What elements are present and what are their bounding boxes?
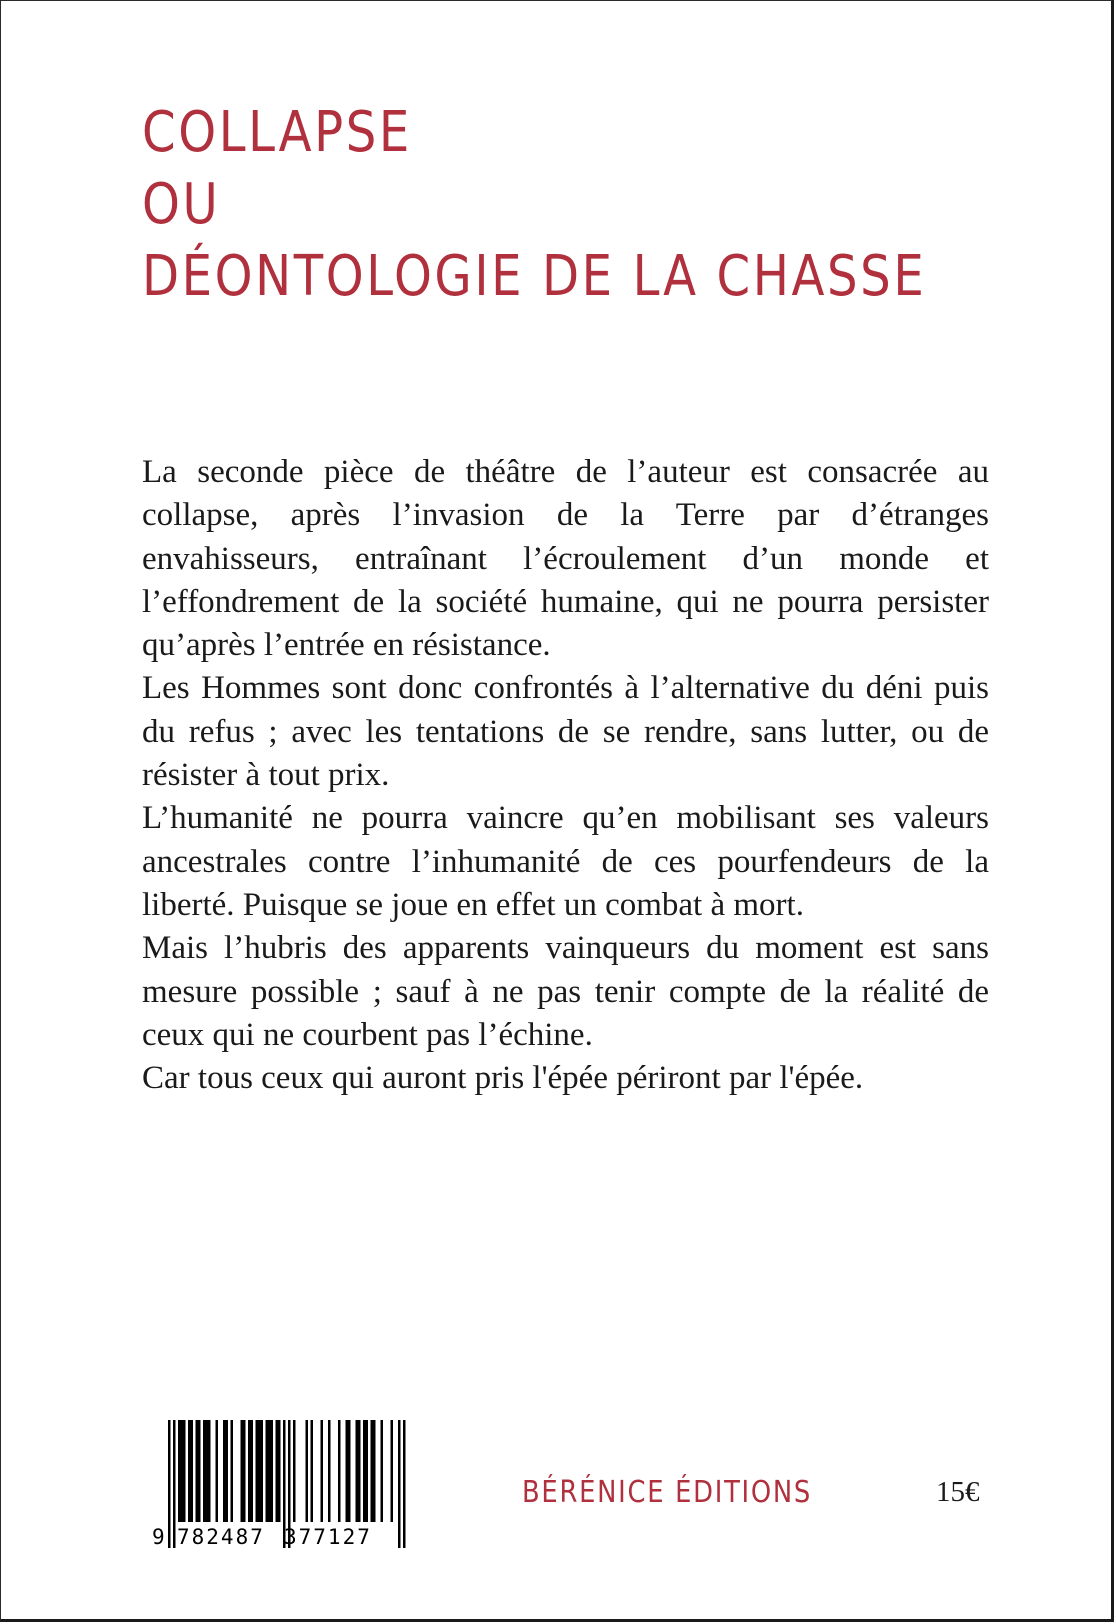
barcode-bar [321, 1420, 324, 1522]
barcode-bar [196, 1420, 199, 1522]
barcode-guard-bar [403, 1420, 406, 1548]
barcode-bar [191, 1420, 194, 1522]
barcode-bar [371, 1420, 374, 1522]
blurb-text [142, 451, 989, 1100]
barcode-bar [223, 1420, 226, 1522]
barcode-bar [188, 1420, 191, 1522]
barcode-bar [328, 1420, 331, 1522]
barcode-graphic [144, 1420, 414, 1550]
barcode-right-digits: 377127 [284, 1525, 372, 1549]
barcode-left-digits: 782487 [177, 1525, 265, 1549]
barcode-bar [356, 1420, 359, 1522]
title-line-2: OU [142, 172, 221, 237]
barcode-bar [183, 1420, 186, 1522]
barcode-bar [258, 1420, 261, 1522]
barcode-bar [346, 1420, 349, 1522]
barcode-bar [271, 1420, 274, 1522]
barcode-bar [226, 1420, 229, 1522]
barcode-bar [251, 1420, 254, 1522]
barcode-bar [268, 1420, 271, 1522]
barcode-bar [366, 1420, 369, 1522]
barcode-bar [293, 1420, 296, 1522]
barcode-bar [266, 1420, 269, 1522]
title-line-1: COLLAPSE [142, 100, 412, 165]
barcode-bar [381, 1420, 384, 1522]
blurb-paragraph-3: L’humanité ne pourra vaincre qu’en mobilisant ses valeurs ancestrales contre l’inhumanité de ces pourfendeurs de la liberté. Puisque se joue en effet un combat à mort. [142, 800, 989, 923]
barcode-bar [231, 1420, 234, 1522]
title-line-3: DÉONTOLOGIE DE LA CHASSE [142, 244, 927, 309]
barcode-bar [216, 1420, 219, 1522]
barcode-bar [256, 1420, 259, 1522]
barcode-first-digit: 9 [152, 1525, 165, 1549]
barcode-guard-bar [173, 1420, 176, 1548]
barcode-guard-bar [398, 1420, 401, 1548]
book-title [142, 97, 926, 313]
barcode-bar [348, 1420, 351, 1522]
blurb-paragraph-5: Car tous ceux qui auront pris l'épée périront par l'épée. [142, 1060, 864, 1097]
barcode-bar [206, 1420, 209, 1522]
blurb-paragraph-2: Les Hommes sont donc confrontés à l’alternative du déni puis du refus ; avec les tentations de se rendre, sans lutter, ou de résister à tout prix. [142, 670, 989, 794]
barcode-bar [178, 1420, 181, 1522]
barcode-bar [243, 1420, 246, 1522]
barcode-guard-bar [168, 1420, 171, 1548]
barcode-bar [311, 1420, 314, 1522]
isbn-barcode [144, 1420, 414, 1550]
barcode-bar [373, 1420, 376, 1522]
barcode-bar [363, 1420, 366, 1522]
barcode-bar [278, 1420, 281, 1522]
barcode-bar [198, 1420, 201, 1522]
barcode-bar [248, 1420, 251, 1522]
barcode-bar [306, 1420, 309, 1522]
barcode-bar [203, 1420, 206, 1522]
barcode-bar [241, 1420, 244, 1522]
blurb-paragraph-1: La seconde pièce de théâtre de l’auteur est consacrée au collapse, après l’invasion de la Terre par d’étranges envahisseurs, entraînant l’écroulement d’un monde et l’effondrement de la société humaine, qui ne pourra persister qu’après l’entrée en résistance. [142, 454, 989, 664]
price-label: 15€ [936, 1476, 980, 1508]
barcode-bar [261, 1420, 264, 1522]
barcode-bar [208, 1420, 211, 1522]
barcode-bar [276, 1420, 279, 1522]
barcode-bar [391, 1420, 394, 1522]
barcode-bar [338, 1420, 341, 1522]
blurb-paragraph-4: Mais l’hubris des apparents vainqueurs du moment est sans mesure possible ; sauf à ne pas tenir compte de la réalité de ceux qui ne courbent pas l’échine. [142, 930, 989, 1053]
publisher-name: BÉRÉNICE ÉDITIONS [522, 1475, 813, 1510]
barcode-bar [358, 1420, 361, 1522]
barcode-bar [181, 1420, 184, 1522]
